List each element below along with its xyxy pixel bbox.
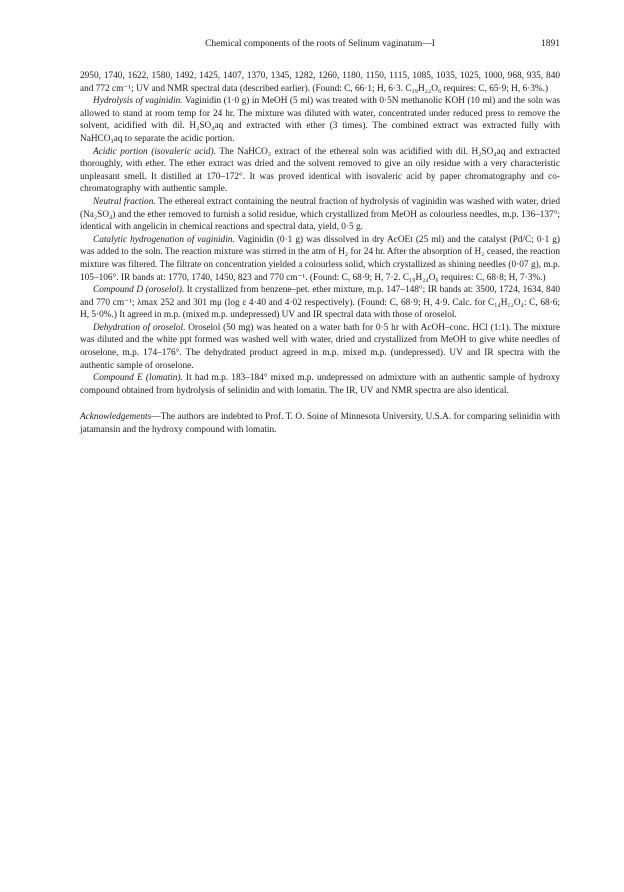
compound-e-paragraph (80, 372, 560, 397)
paragraph-text: 2950, 1740, 1622, 1580, 1492, 1425, 1407, 1370, 1345, 1282, 1260, 1180, 1150, 1115, 1085, 1035, 1025, 1000, 968, 935, 840 and 772 cm⁻¹; UV and NMR spectral data (described earlier). (Found: C, 66·1; H, 6·3. C₁₉H₂₂O₆ requires: C, 65·9; H, 6·3%.) (80, 71, 560, 94)
acidic-portion-paragraph (80, 146, 560, 196)
paragraph-text: Vaginidin (0·1 g) was dissolved in dry AcOEt (25 ml) and the catalyst (Pd/C; 0·1 g) was added to the soln. The reaction mixture was stirred in the atm of H₂ for 24 hr. After the absorption of H₂ ceased, the reaction mixture was filtered. The filtrate on concentration yielded a colourless solid, which crystallized as shining needles (0·07 g), m.p. 105–106°. IR bands at: 1770, 1740, 1450, 823 and 770 cm⁻¹. (Found: C, 68·9; H, 7·2. C₁₉H₂₄O₆ requires: C, 68·8; H, 7·3%.) (80, 234, 561, 283)
hydrolysis-paragraph (80, 95, 560, 145)
document-page (80, 38, 560, 437)
paragraph-text: Oroselol (50 mg) was heated on a water bath for 0·5 hr with AcOH–conc. HCl (1:1). The mixture was diluted and the white ppt formed was washed well with water, dried and crystallized from MeOH to give white needles of oroselone, m.p. 174–176°. The dehydrated product agreed in m.p. mixed m.p. (undepressed). UV and IR spectra with the authentic sample of oroselone. (80, 322, 560, 371)
section-lead: Compound D (oroselol). (93, 285, 185, 296)
section-lead: Acidic portion (isovaleric acid). (93, 146, 216, 157)
compound-d-paragraph (80, 284, 560, 322)
paragraph-text: The NaHCO₃ extract of the ethereal soln was acidified with dil. H₂SO₄aq and extracted thoroughly, with ether. The ether extract was dried and the solvent removed to give an oily residue with a very characteristic unpleasant smell. It distilled at 170–172°. It was proved identical with isovaleric acid by paper chromatography and co-chromatography with authentic sample. (80, 146, 560, 195)
section-lead: Compound E (lomatin). (93, 373, 183, 384)
running-header (80, 38, 560, 52)
paragraph-text: It crystallized from benzene–pet. ether mixture, m.p. 147–148°; IR bands at: 3500, 1724, 1634, 840 and 770 cm⁻¹; λmax 252 and 301 mμ (log ε 4·40 and 4·02 respectively). (Found: C, 68·9; H, 4·9. Calc. for C₁₄H₁₂O₄: C, 68·6; H, 5·0%.) It agreed in m.p. (mixed m.p. undepressed) UV and IR spectral data with those of oroselol. (80, 285, 560, 321)
neutral-fraction-paragraph (80, 196, 560, 234)
paragraph-text: It had m.p. 183–184° mixed m.p. undepressed on admixture with an authentic sample of hydroxy compound obtained from hydrolysis of selinidin and with lomatin. The IR, UV and NMR spectra are also identical. (80, 373, 560, 396)
running-title: Chemical components of the roots of Selinum vaginatum—I (205, 39, 435, 49)
section-lead: Neutral fraction. (93, 196, 156, 207)
section-lead: Hydrolysis of vaginidin. (93, 96, 183, 107)
paragraph-text: The ethereal extract containing the neutral fraction of hydrolysis of vaginidin was washed with water, dried (Na₂SO₄) and the ether removed to furnish a solid residue, which crystallized from MeOH as colourless needles, m.p. 136–137°; identical with angelicin in chemical reactions and spectral data, yield, 0·5 g. (80, 196, 560, 233)
acknowledgements-lead: Acknowledgements (80, 412, 152, 423)
section-lead: Dehydration of oroselol. (93, 322, 186, 333)
hydrogenation-paragraph (80, 234, 560, 284)
dehydration-paragraph (80, 322, 560, 372)
section-lead: Catalytic hydrogenation of vaginidin. (93, 234, 235, 245)
acknowledgements-paragraph (80, 411, 560, 436)
ir-data-paragraph (80, 70, 560, 95)
acknowledgements-text: —The authors are indebted to Prof. T. O. Soine of Minnesota University, U.S.A. for comparing selinidin with jatamansin and the hydroxy compound with lomatin. (80, 412, 560, 436)
page-number: 1891 (541, 39, 560, 49)
paragraph-text: Vaginidin (1·0 g) in MeOH (5 ml) was treated with 0·5N methanolic KOH (10 ml) and the soln was allowed to stand at room temp for 24 hr. The mixture was diluted with water, concentrated under reduced press to remove the solvent, acidified with dil. H₂SO₄aq and extracted with ether (3 times). The combined extract was extracted fully with NaHCO₃aq to separate the acidic portion. (80, 96, 560, 144)
